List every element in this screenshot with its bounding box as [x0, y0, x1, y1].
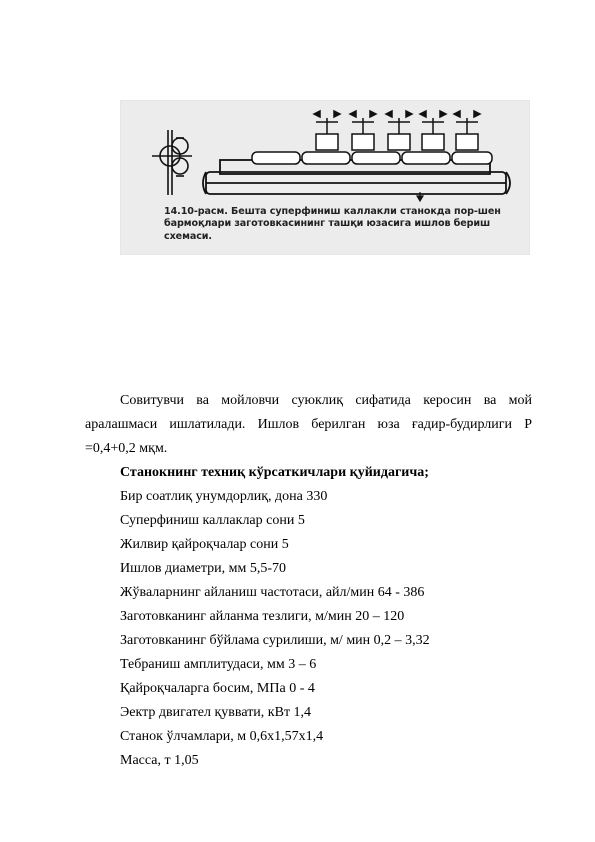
spec-item: Қайроқчаларга босим, МПа 0 - 4: [120, 681, 315, 696]
spec-item: Масса, т 1,05: [120, 753, 199, 768]
spec-item: Заготовканинг айланма тезлиги, м/мин 20 – 120: [120, 609, 405, 624]
specs-heading: Станокнинг техниқ кўрсаткичлари қуйидагича;: [120, 465, 429, 480]
coolant-paragraph: Совитувчи ва мойловчи суюклиқ сифатида керосин ва мой аралашмаси ишлатилади. Ишлов берилган юза ғадир-будирлиги Р =0,4+0,2 мқм.: [85, 393, 532, 456]
spec-item: Станок ўлчамлари, м 0,6х1,57х1,4: [120, 729, 324, 744]
spec-item: Бир соатлиқ унумдорлиқ, дона 330: [120, 489, 328, 504]
spec-item: Ишлов диаметри, мм 5,5-70: [120, 561, 287, 576]
spec-item: Жилвир қайроқчалар сони 5: [120, 537, 289, 552]
workpieces: [252, 152, 492, 164]
spec-item: Суперфиниш каллаклар сони 5: [120, 513, 305, 528]
spec-item: Эектр двигател қуввати, кВт 1,4: [120, 705, 312, 720]
document-body: [85, 389, 532, 773]
figure-caption: 14.10-расм. Бешта суперфиниш каллакли станокда пор-шен бармоқлари заготовкасининг ташқи юзасига ишлов бериш схемаси.: [164, 206, 501, 242]
spec-item: Заготовканинг бўйлама сурилиши, м/ мин 0,2 – 3,32: [120, 633, 430, 648]
spec-list: [85, 485, 532, 773]
spec-item: Жўваларнинг айланиш частотаси, айл/мин 64 - 386: [120, 585, 425, 600]
machine-figure: [120, 100, 530, 255]
spec-item: Тебраниш амплитудаси, мм 3 – 6: [120, 657, 317, 672]
